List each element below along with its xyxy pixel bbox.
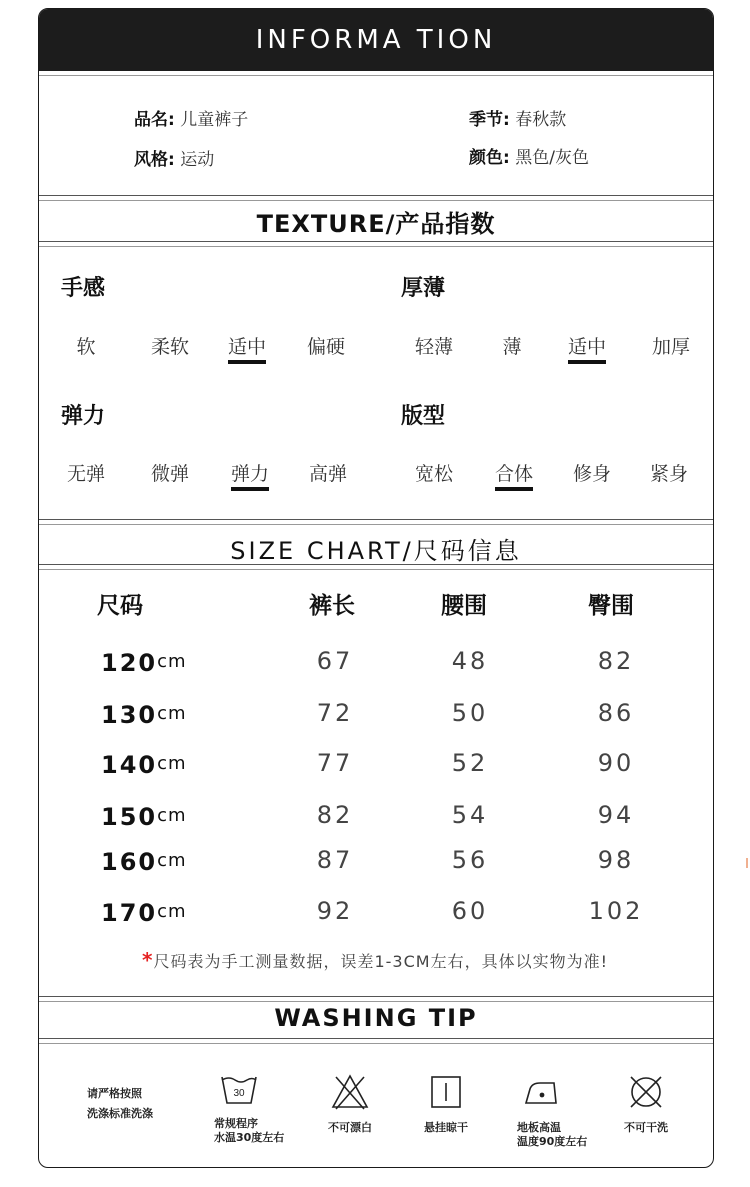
- size-cell-length: 87: [316, 846, 354, 874]
- option-thick-light: 轻薄: [414, 336, 453, 358]
- size-cell-hip: 90: [597, 749, 635, 777]
- no-dry-clean-icon: [626, 1073, 666, 1111]
- size-cell-hip: 98: [597, 846, 635, 874]
- option-elastic-none: 无弹: [66, 463, 105, 485]
- size-header-size: 尺码: [97, 593, 143, 619]
- option-feel-stiff: 偏硬: [306, 336, 345, 358]
- texture-title: TEXTURE/产品指数: [256, 210, 496, 238]
- info-season: 季节: 春秋款: [469, 110, 567, 130]
- divider: [39, 524, 713, 525]
- divider: [39, 195, 713, 196]
- size-cell-waist: 54: [451, 801, 489, 829]
- iron-icon: [520, 1073, 564, 1111]
- divider: [39, 996, 713, 997]
- size-note: *尺码表为手工测量数据，误差1-3CM左右，具体以实物为准!: [142, 948, 608, 972]
- texture-label-thickness: 厚薄: [401, 276, 446, 301]
- option-elastic-stretch-selected: 弹力: [215, 459, 285, 486]
- divider: [39, 1038, 713, 1039]
- wash-30-icon: [219, 1073, 259, 1107]
- no-bleach-icon: [330, 1073, 370, 1111]
- size-cell-size: 150cm: [101, 803, 187, 831]
- wash-item-iron: 地板高温 温度90度左右: [487, 1073, 597, 1149]
- option-elastic-slight: 微弹: [150, 463, 189, 485]
- size-cell-hip: 82: [597, 647, 635, 675]
- info-style: 风格: 运动: [134, 150, 215, 170]
- option-feel-medium-selected: 适中: [212, 332, 282, 359]
- washing-title: WASHING TIP: [274, 1004, 478, 1032]
- size-cell-size: 120cm: [101, 649, 187, 677]
- option-thick-medium-selected: 适中: [552, 332, 622, 359]
- wash-item-hang-dry: 悬挂晾干: [391, 1073, 501, 1135]
- size-cell-size: 140cm: [101, 751, 187, 779]
- info-header-title: INFORMA TION: [255, 25, 497, 55]
- size-cell-waist: 48: [451, 647, 489, 675]
- size-cell-size: 160cm: [101, 848, 187, 876]
- hang-dry-icon: [426, 1073, 466, 1111]
- divider: [39, 200, 713, 201]
- washing-intro: 请严格按照 洗涤标准洗涤: [87, 1087, 153, 1120]
- option-feel-soft: 软: [76, 336, 96, 358]
- size-cell-waist: 56: [451, 846, 489, 874]
- size-cell-length: 92: [316, 897, 354, 925]
- divider: [39, 519, 713, 520]
- size-header-length: 裤长: [309, 593, 355, 619]
- option-elastic-high: 高弹: [308, 463, 347, 485]
- size-cell-length: 82: [316, 801, 354, 829]
- divider: [39, 246, 713, 247]
- divider: [39, 241, 713, 242]
- option-fit-regular-selected: 合体: [479, 459, 549, 486]
- svg-text:30: 30: [233, 1088, 245, 1099]
- divider: [39, 1043, 713, 1044]
- size-chart-title: SIZE CHART/尺码信息: [230, 537, 522, 565]
- size-cell-waist: 52: [451, 749, 489, 777]
- option-feel-very-soft: 柔软: [150, 336, 189, 358]
- divider: [39, 75, 713, 76]
- size-cell-length: 77: [316, 749, 354, 777]
- option-thick-thin: 薄: [502, 336, 522, 358]
- wash-item-no-dry-clean: 不可干洗: [591, 1073, 701, 1135]
- size-header-hip: 臀围: [588, 593, 634, 619]
- size-header-waist: 腰围: [441, 593, 487, 619]
- size-cell-waist: 50: [451, 699, 489, 727]
- divider: [39, 1001, 713, 1002]
- option-thick-thick: 加厚: [651, 336, 690, 358]
- size-cell-size: 170cm: [101, 899, 187, 927]
- divider: [39, 569, 713, 570]
- size-cell-hip: 86: [597, 699, 635, 727]
- size-cell-waist: 60: [451, 897, 489, 925]
- product-info-card: [38, 8, 714, 1168]
- size-cell-length: 67: [316, 647, 354, 675]
- info-name: 品名: 儿童裤子: [134, 110, 249, 130]
- option-fit-loose: 宽松: [414, 463, 453, 485]
- size-cell-size: 130cm: [101, 701, 187, 729]
- texture-label-fit: 版型: [401, 404, 446, 429]
- wash-item-no-bleach: 不可漂白: [295, 1073, 405, 1135]
- info-color: 颜色: 黑色/灰色: [469, 148, 589, 168]
- divider: [39, 564, 713, 565]
- wash-item-normal: 30 常规程序 水温30度左右: [184, 1073, 294, 1145]
- texture-label-feel: 手感: [61, 276, 106, 301]
- option-fit-tight: 紧身: [649, 463, 688, 485]
- size-cell-length: 72: [316, 699, 354, 727]
- info-header-bar: [39, 9, 713, 71]
- size-cell-hip: 94: [597, 801, 635, 829]
- option-fit-slim: 修身: [572, 463, 611, 485]
- size-cell-hip: 102: [588, 897, 644, 925]
- texture-label-elasticity: 弹力: [61, 404, 106, 429]
- edge-mark: [746, 858, 748, 868]
